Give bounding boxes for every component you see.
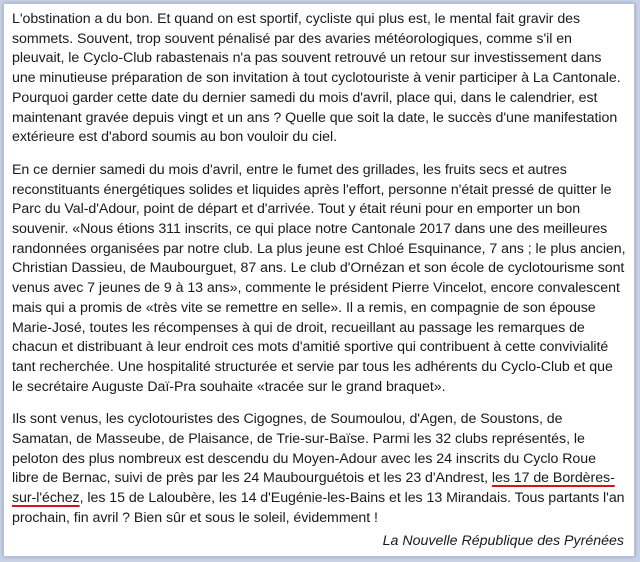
paragraph-1: L'obstination a du bon. Et quand on est sportif, cycliste qui plus est, le mental fait gravir des sommets. Souvent, trop souvent pénalisé par des avaries météorologiques, comme s'il en pleuvait, le Cyclo-Club rabastenais n'a pas souvent retrouvé un retour sur investissement dans une minutieuse préparation de son invitation à tout cyclotouriste à venir participer à La Cantonale. Pourquoi garder cette date du dernier samedi du mois d'avril, place qui, dans le calendrier, est maintenant gravée depuis vingt et un ans ? Quelle que soit la date, le succès d'une manifestation extérieure est d'abord soumis au bon vouloir du ciel. (12, 11, 621, 146)
paragraph-3-text-end: , les 15 de Laloubère, les 14 d'Eugénie-les-Bains et les 13 Mirandais. Tous partants l'an prochain, fin avril ? Bien sûr et sous le soleil, évidemment ! (12, 490, 625, 526)
paragraph-3 (12, 410, 626, 528)
article-body (12, 10, 626, 542)
article-panel (3, 3, 635, 557)
source-credit: La Nouvelle République des Pyrénées (382, 533, 624, 549)
paragraph-2: En ce dernier samedi du mois d'avril, entre le fumet des grillades, les fruits secs et autres reconstituants énergétiques solides et liquides après l'effort, personne n'était pressé de quitter le Parc du Val-d'Adour, point de départ et d'arrivée. Tout y était réuni pour en emporter un bon souvenir. «Nous étions 311 inscrits, ce qui place notre Cantonale 2017 dans une des meilleures randonnées organisées par notre club. La plus jeune est Chloé Esquinance, 7 ans ; le plus ancien, Christian Dassieu, de Maubourguet, 87 ans. Le club d'Ornézan et son école de cyclotourisme sont venus avec 7 jeunes de 9 à 13 ans», commente le président Pierre Vincelot, encore convalescent mais qui a promis de «très vite se remettre en selle». Il a remis, en compagnie de son épouse Marie-José, toutes les récompenses à qui de droit, recueillant au passage les remarques de chacun et distribuant à leur endroit ces mots d'amitié sportive qui contribuent à cette convivialité tant recherchée. Une hospitalité structurée et servie par tous les adhérents du Cyclo-Club et que le secrétaire Auguste Daï-Pra souhaite «tracée sur le grand braquet». (12, 161, 626, 395)
paragraph-3-text-start: Ils sont venus, les cyclotouristes des Cigognes, de Soumoulou, d'Agen, de Soustons, de Samatan, de Masseube, de Plaisance, de Trie-sur-Baïse. Parmi les 32 clubs représentés, le peloton des plus nombreux est descendu du Moyen-Adour avec les 24 inscrits du Cyclo Roue libre de Bernac, suivi de près par les 24 Maubourguétois et les 23 d'Andrest, (12, 411, 596, 487)
highlighted-club-mention: les 17 de Bordères-sur-l'échez (12, 470, 615, 507)
